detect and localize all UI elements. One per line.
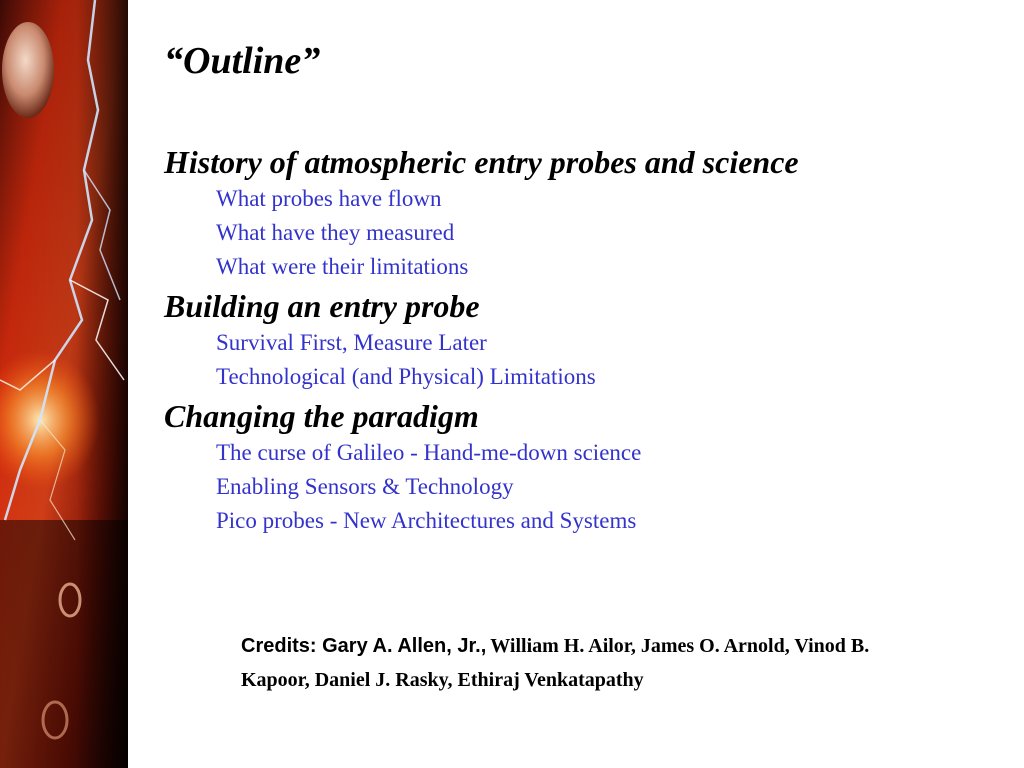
section-item: What probes have flown <box>216 186 442 211</box>
section-heading: Changing the paradigm <box>164 398 479 434</box>
section-heading: History of atmospheric entry probes and science <box>164 144 799 180</box>
credits-label: Credits: Gary A. Allen, Jr., <box>241 635 487 657</box>
section-items <box>164 326 1004 394</box>
section-items <box>164 182 1004 284</box>
section-item: Technological (and Physical) Limitations <box>216 364 596 389</box>
planet-lightning-image <box>0 0 128 768</box>
credits-names: William H. Ailor, James O. Arnold, Vinod B. Kapoor, Daniel J. Rasky, Ethiraj Venkatapathy <box>241 635 870 691</box>
credits <box>241 630 891 698</box>
outline-content <box>164 142 1004 540</box>
section-item: What have they measured <box>216 220 455 245</box>
section-item: What were their limitations <box>216 254 469 279</box>
section-item: Enabling Sensors & Technology <box>216 474 514 499</box>
section-item: The curse of Galileo - Hand-me-down science <box>216 440 642 465</box>
section-heading: Building an entry probe <box>164 288 480 324</box>
section-item: Survival First, Measure Later <box>216 330 487 355</box>
section-items <box>164 436 1004 538</box>
slide-title: “Outline” <box>164 40 321 82</box>
side-decorative-image <box>0 0 128 768</box>
section-item: Pico probes - New Architectures and Systems <box>216 508 637 533</box>
